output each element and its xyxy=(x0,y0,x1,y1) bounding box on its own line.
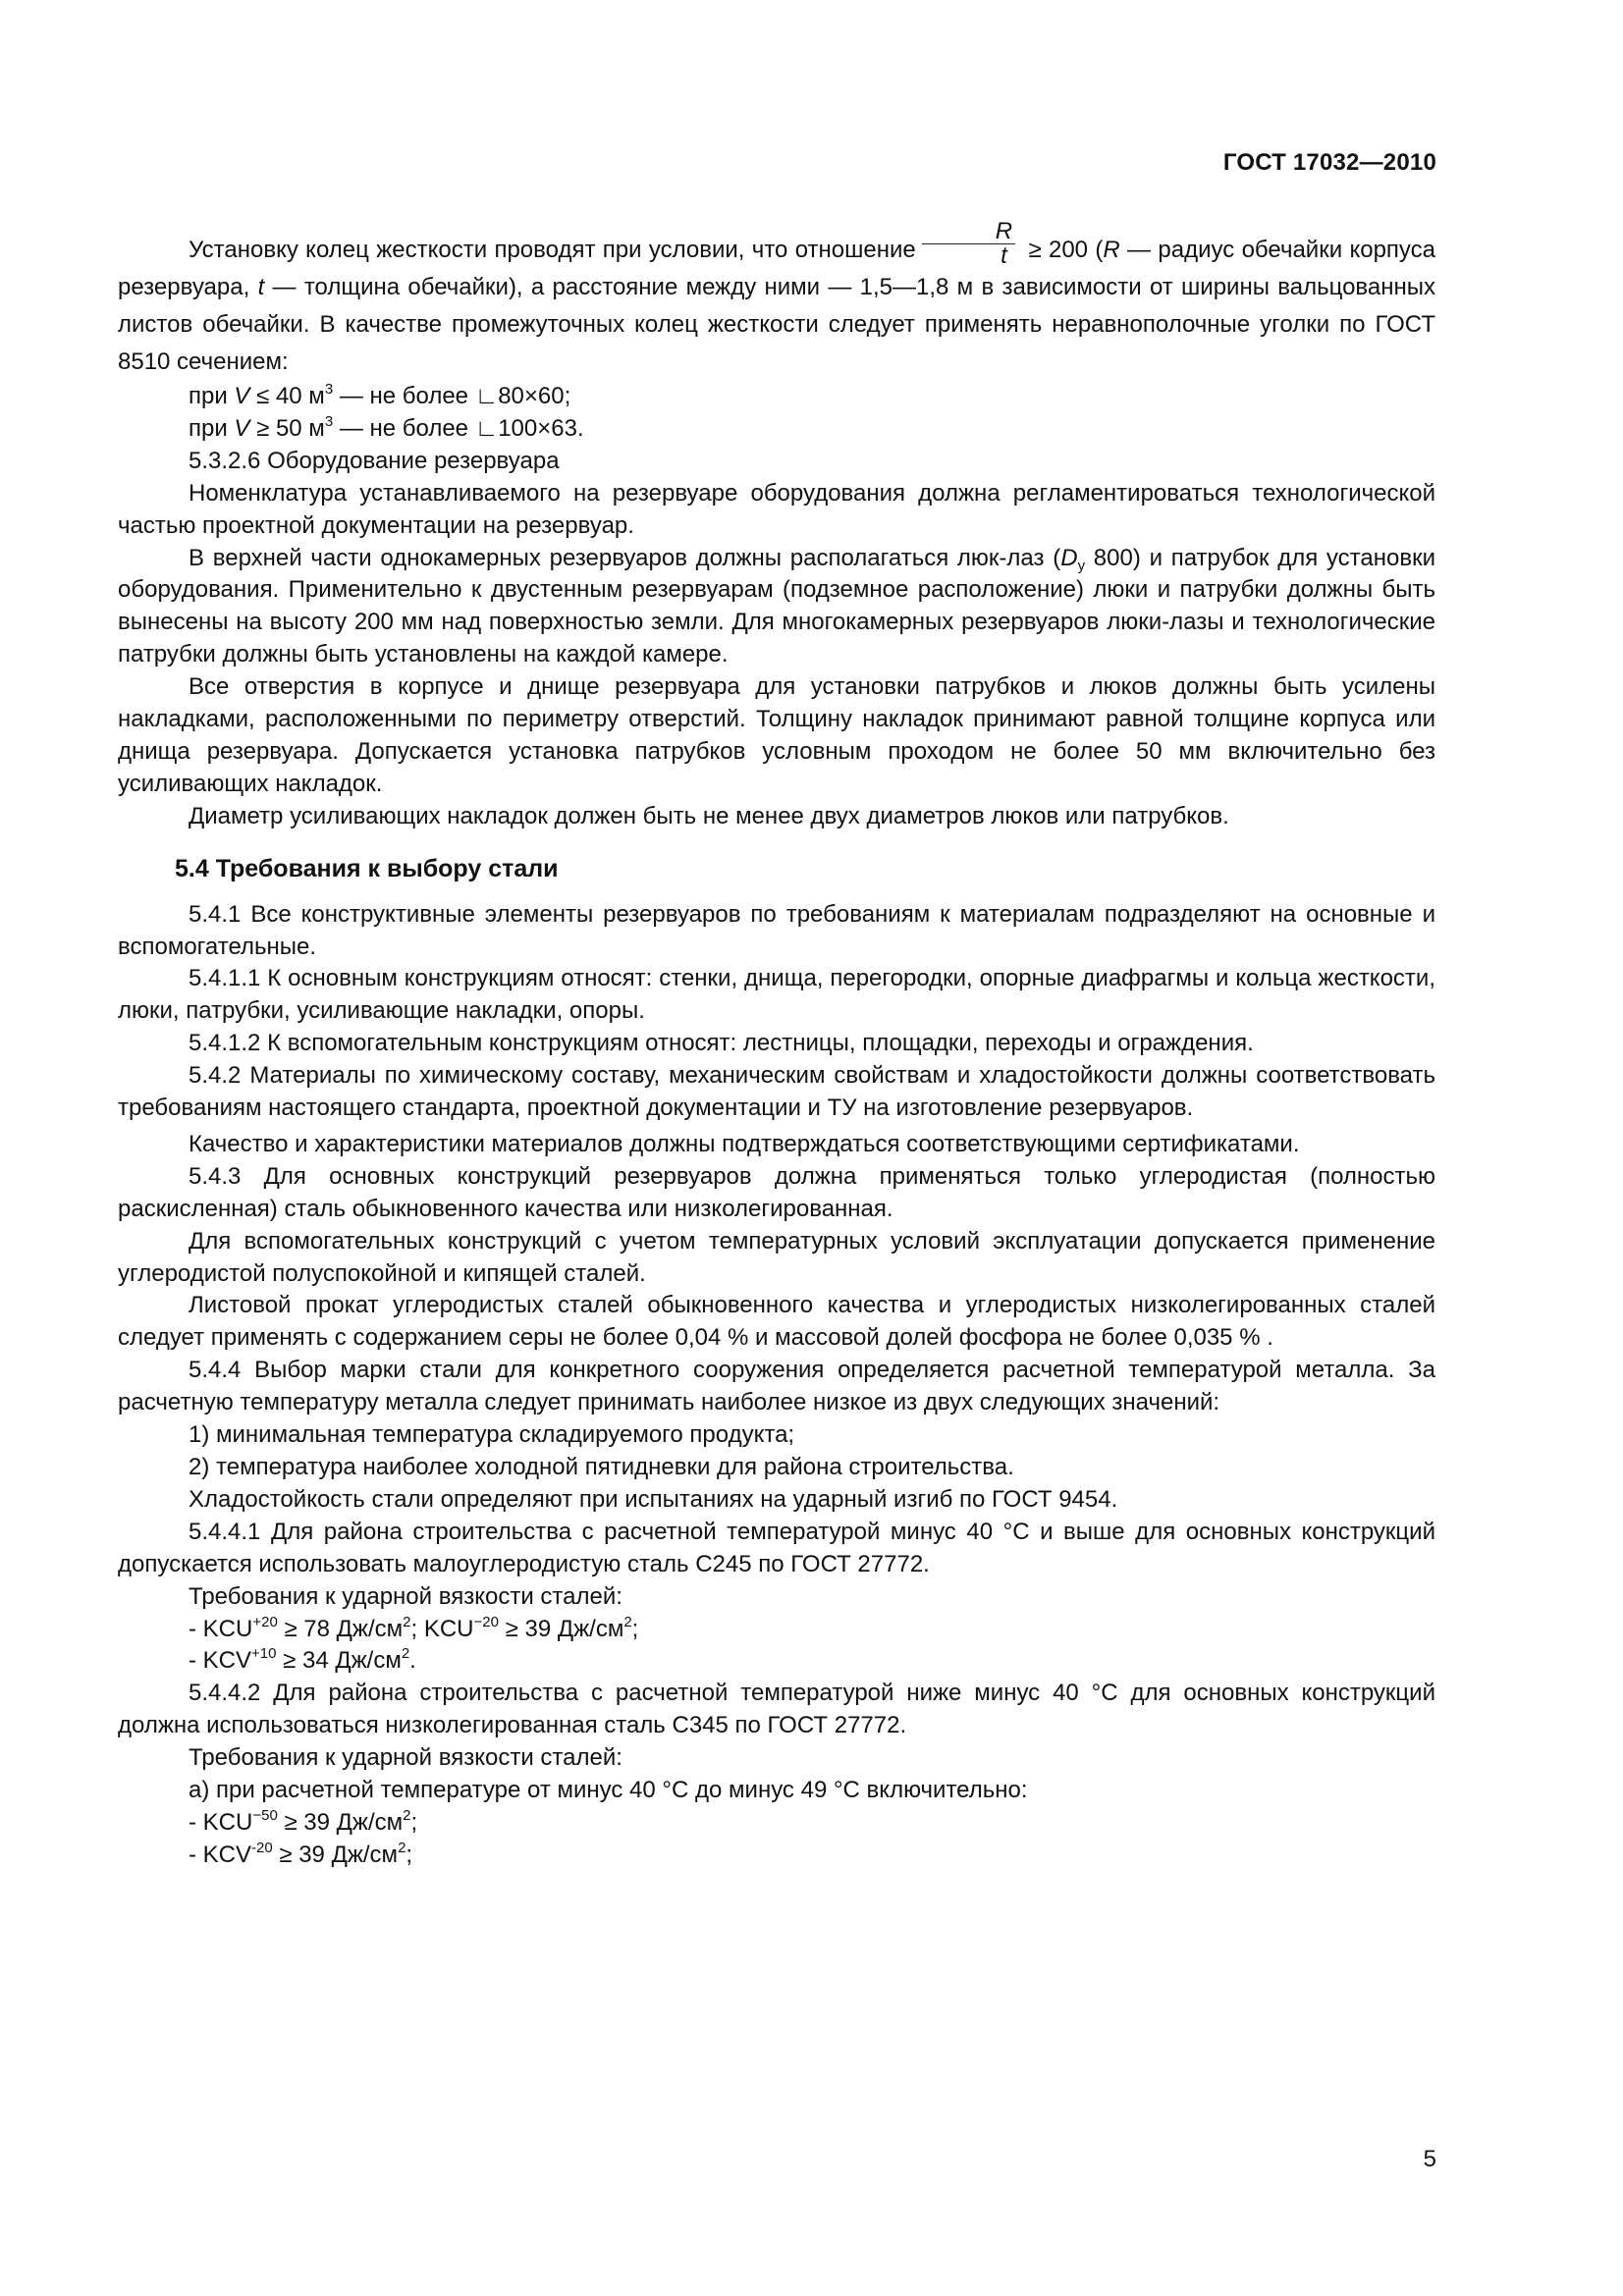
text-run: - KCU xyxy=(189,1808,253,1836)
text-run: — не более ∟80×60; xyxy=(333,383,571,409)
list-line-volume-40 xyxy=(118,381,1435,413)
italic-symbol: V xyxy=(234,414,250,442)
text-run: - KCV xyxy=(189,1841,252,1868)
paragraph-sulfur-phosphorus: Листовой прокат углеродистых сталей обыкновенного качества и углеродистых низколегированных сталей следует применять с содержанием серы не более 0,04 % и массовой долей фосфора не более 0,035 % . xyxy=(118,1292,1435,1352)
list-line-volume-50 xyxy=(118,413,1435,446)
text-run: В верхней части однокамерных резервуаров должны располагаться люк-лаз ( xyxy=(189,544,1061,571)
clause-5-4-4-2: 5.4.4.2 Для района строительства с расчетной температурой ниже минус 40 °С для основных конструкций должна использоваться низколегированная сталь С345 по ГОСТ 27772. xyxy=(118,1680,1435,1739)
text-run: Установку колец жесткости проводят при условии, что отношение xyxy=(189,237,916,263)
text-run: ≥ 39 Дж/см xyxy=(277,1808,404,1836)
text-run: — не более ∟100×63. xyxy=(333,414,584,442)
impact-line-kcu-50 xyxy=(118,1807,1435,1840)
text-run: - KCU xyxy=(189,1615,253,1642)
superscript: 2 xyxy=(623,1613,632,1630)
clause-5-4-4: 5.4.4 Выбор марки стали для конкретного сооружения определяется расчетной температурой металла. За расчетную температуру металла следует принимать наиболее низкое из двух следующих значений: xyxy=(118,1357,1435,1416)
text-run: — радиус обечайки корпуса резервуара, xyxy=(118,237,1435,300)
paragraph-impact-requirements-2: Требования к ударной вязкости сталей: xyxy=(189,1744,622,1772)
italic-symbol: D xyxy=(1060,544,1078,571)
impact-line-kcv-20 xyxy=(118,1840,1435,1872)
clause-5-4-4-1: 5.4.4.1 Для района строительства с расчетной температурой минус 40 °С и выше для основных конструкций допускается использовать малоуглеродистую сталь С245 по ГОСТ 27772. xyxy=(118,1518,1435,1577)
text-run: — толщина обечайки), а расстояние между ними — 1,5—1,8 м в зависимости от ширины вальцованных листов обечайки. В качестве промежуточных колец жесткости следует применять неравнополочные уголки по ГОСТ 8510 сечением: xyxy=(118,274,1436,375)
text-run: ; KCU xyxy=(410,1615,474,1642)
italic-symbol: R xyxy=(1103,237,1120,263)
clause-5-3-2-6: 5.3.2.6 Оборудование резервуара xyxy=(189,447,560,474)
text-run: ≤ 40 м xyxy=(249,383,325,409)
fraction-numerator: R xyxy=(922,220,1015,244)
text-run: при xyxy=(189,414,235,442)
italic-symbol: V xyxy=(234,383,250,409)
document-body xyxy=(118,218,1436,1872)
superscript: +20 xyxy=(252,1613,278,1630)
superscript: 3 xyxy=(324,381,334,398)
superscript: 2 xyxy=(398,1839,406,1856)
fraction-r-over-t xyxy=(922,220,1015,268)
impact-line-kcu xyxy=(118,1614,1435,1646)
text-run: ≥ 34 Дж/см xyxy=(276,1647,402,1675)
list-item-2: 2) температура наиболее холодной пятидневки для района строительства. xyxy=(189,1454,1014,1480)
paragraph-stiffening-rings xyxy=(118,218,1436,381)
superscript: 2 xyxy=(403,1613,411,1630)
text-run: 800) и патрубок для установки оборудования. Применительно к двустенным резервуарам (подземное расположение) люки и патрубки должны быть вынесены на высоту 200 мм над поверхностью земли. Для многокамерных резервуаров люки-лазы и технологические патрубки должны быть установлены на каждой камере. xyxy=(118,544,1435,668)
text-run: ≥ 39 Дж/см xyxy=(498,1615,624,1642)
text-run: ≥ 78 Дж/см xyxy=(277,1615,404,1642)
clause-5-4-3: 5.4.3 Для основных конструкций резервуаров должна применяться только углеродистая (полностью раскисленная) сталь обыкновенного качества или низколегированная. xyxy=(118,1162,1435,1222)
paragraph-cold-resistance: Хладостойкость стали определяют при испытаниях на ударный изгиб по ГОСТ 9454. xyxy=(189,1485,1118,1513)
superscript: 2 xyxy=(401,1645,410,1663)
superscript: +10 xyxy=(251,1645,277,1663)
paragraph-pad-diameter: Диаметр усиливающих накладок должен быть не менее двух диаметров люков или патрубков. xyxy=(189,802,1229,829)
document-header: ГОСТ 17032—2010 xyxy=(1222,149,1436,176)
paragraph-reinforcement: Все отверстия в корпусе и днище резервуара для установки патрубков и люков должны быть усилены накладками, расположенными по периметру отверстий. Толщину накладок принимают равной толщине корпуса или днища резервуара. Допускается установка патрубков условным проходом не более 50 мм включительно без усиливающих накладок. xyxy=(118,673,1435,797)
superscript: −50 xyxy=(252,1806,278,1824)
superscript: 3 xyxy=(324,412,334,430)
text-run: ≥ 200 ( xyxy=(1021,237,1104,263)
paragraph-equipment-nomenclature: Номенклатура устанавливаемого на резервуаре оборудования должна регламентироваться технологической частью проектной документации на резервуар. xyxy=(118,479,1435,539)
text-run: ; xyxy=(410,1808,418,1836)
clause-5-4-1-1: 5.4.1.1 К основным конструкциям относят: стенки, днища, перегородки, опорные диафрагмы и кольца жесткости, люки, патрубки, усиливающие накладки, опоры. xyxy=(118,965,1435,1025)
list-item-a: а) при расчетной температуре от минус 40 °С до минус 49 °С включительно: xyxy=(189,1777,1028,1804)
subscript: y xyxy=(1077,557,1086,574)
superscript: −20 xyxy=(473,1613,499,1630)
clause-5-4-1-2: 5.4.1.2 К вспомогательным конструкциям относят: лестницы, площадки, переходы и ограждения. xyxy=(189,1030,1254,1057)
text-run: - KCV xyxy=(189,1647,252,1675)
page-number: 5 xyxy=(1423,2146,1436,2172)
clause-5-4-2: 5.4.2 Материалы по химическому составу, механическим свойствам и хладостойкости должны соответствовать требованиям настоящего стандарта, проектной документации и ТУ на изготовление резервуаров. xyxy=(118,1062,1435,1122)
clause-5-4-1: 5.4.1 Все конструктивные элементы резервуаров по требованиям к материалам подразделяют на основные и вспомогательные. xyxy=(118,900,1435,960)
text-run: . xyxy=(409,1647,416,1675)
paragraph-impact-requirements: Требования к ударной вязкости сталей: xyxy=(189,1582,622,1610)
fraction-denominator: t xyxy=(1001,242,1007,270)
superscript: 2 xyxy=(403,1806,411,1824)
paragraph-certificates: Качество и характеристики материалов должны подтверждаться соответствующими сертификатами. xyxy=(189,1130,1300,1157)
text-run: ≥ 39 Дж/см xyxy=(272,1841,399,1868)
impact-line-kcv xyxy=(118,1645,1435,1678)
superscript: -20 xyxy=(251,1839,273,1856)
italic-symbol: t xyxy=(257,274,265,300)
text-run: при xyxy=(189,383,235,409)
text-run: ; xyxy=(406,1841,413,1868)
text-run: ; xyxy=(631,1615,639,1642)
section-heading: 5.4 Требования к выбору стали xyxy=(175,854,559,882)
paragraph-manhole xyxy=(118,543,1435,672)
text-run: ≥ 50 м xyxy=(249,414,325,442)
paragraph-auxiliary-steel: Для вспомогательных конструкций с учетом температурных условий эксплуатации допускается применение углеродистой полуспокойной и кипящей сталей. xyxy=(118,1227,1435,1287)
list-item-1: 1) минимальная температура складируемого продукта; xyxy=(189,1421,795,1449)
